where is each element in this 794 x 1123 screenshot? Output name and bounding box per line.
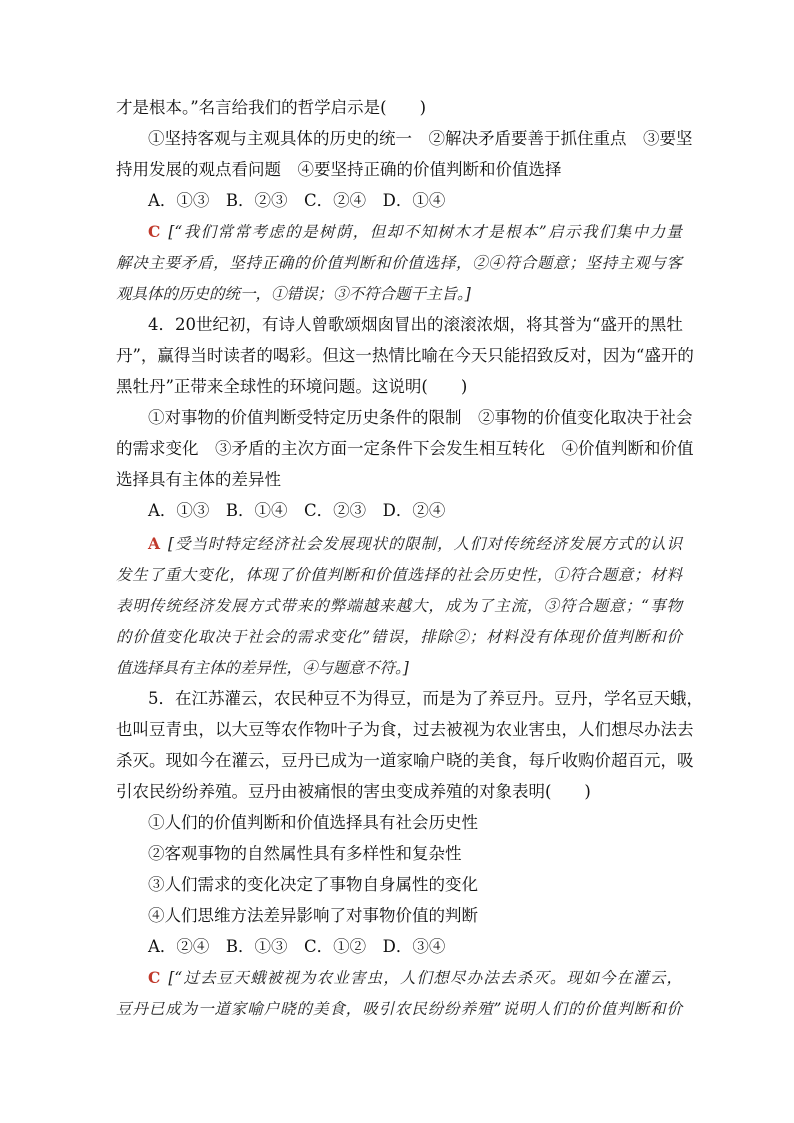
answer-letter: C	[148, 222, 161, 241]
question-5-option-4: ④人们思维方法差异影响了对事物价值的判断	[148, 906, 478, 925]
question-4-explanation-line-4: 的价值变化取决于社会的需求变化”错误，排除②；材料没有体现价值判断和价	[116, 628, 682, 646]
question-3-explanation-line-2: 解决主要矛盾，坚持正确的价值判断和价值选择，②④符合题意；坚持主观与客	[116, 254, 682, 272]
question-3-stem-end: 才是根本。”名言给我们的哲学启示是( )	[116, 98, 427, 117]
question-5-stem-line-4: 引农民纷纷养殖。豆丹由被痛恨的害虫变成养殖的对象表明( )	[116, 782, 591, 801]
question-5-option-3: ③人们需求的变化决定了事物自身属性的变化	[148, 875, 478, 894]
question-4-options-line-2: 的需求变化 ③矛盾的主次方面一定条件下会发生相互转化 ④价值判断和价值	[116, 439, 694, 458]
answer-text: [“我们常常考虑的是树荫，但却不知树木才是根本”启示我们集中力量	[168, 223, 682, 241]
question-5-stem-line-1: 5．在江苏灌云，农民种豆不为得豆，而是为了养豆丹。豆丹，学名豆天蛾，	[148, 689, 703, 708]
question-4-explanation-line-2: 发生了重大变化，体现了价值判断和价值选择的社会历史性，①符合题意；材料	[116, 566, 682, 584]
question-4-choices: A．①③ B．①④ C．②③ D．②④	[148, 501, 446, 520]
question-4-stem-line-3: 黑牡丹”正带来全球性的环境问题。这说明( )	[116, 377, 468, 396]
question-4-options-line-1: ①对事物的价值判断受特定历史条件的限制 ②事物的价值变化取决于社会	[148, 408, 693, 427]
answer-text: [受当时特定经济社会发展现状的限制，人们对传统经济发展方式的认识	[168, 535, 682, 553]
question-4-stem-line-2: 丹”，赢得当时读者的喝彩。但这一热情比喻在今天只能招致反对，因为“盛开的	[116, 346, 694, 365]
question-5-answer	[148, 966, 682, 990]
question-4-explanation-line-3: 表明传统经济发展方式带来的弊端越来越大，成为了主流，③符合题意；“事物	[116, 597, 682, 615]
question-5-option-1: ①人们的价值判断和价值选择具有社会历史性	[148, 813, 478, 832]
question-5-choices: A．②④ B．①③ C．①② D．③④	[148, 937, 446, 956]
question-3-answer	[148, 220, 682, 244]
question-4-options-line-3: 选择具有主体的差异性	[116, 470, 281, 489]
question-3-options-line-1: ①坚持客观与主观具体的历史的统一 ②解决矛盾要善于抓住重点 ③要坚	[148, 129, 693, 148]
answer-letter: A	[148, 534, 161, 553]
question-3-options-line-2: 持用发展的观点看问题 ④要坚持正确的价值判断和价值选择	[116, 160, 562, 179]
question-5-explanation-line-2: 豆丹已成为一道家喻户晓的美食，吸引农民纷纷养殖”说明人们的价值判断和价	[116, 1000, 682, 1018]
question-5-stem-line-2: 也叫豆青虫，以大豆等农作物叶子为食，过去被视为农业害虫，人们想尽办法去	[116, 720, 694, 739]
question-4-answer	[148, 532, 682, 556]
question-3-choices: A．①③ B．②③ C．②④ D．①④	[148, 191, 446, 210]
answer-letter: C	[148, 968, 161, 987]
question-3-explanation-line-3: 观具体的历史的统一，①错误；③不符合题干主旨。]	[116, 285, 471, 303]
question-5-option-2: ②客观事物的自然属性具有多样性和复杂性	[148, 844, 462, 863]
question-4-stem-line-1: 4．20世纪初，有诗人曾歌颂烟囱冒出的滚滚浓烟，将其誉为“盛开的黑牡	[148, 315, 683, 334]
question-5-stem-line-3: 杀灭。现如今在灌云，豆丹已成为一道家喻户晓的美食，每斤收购价超百元，吸	[116, 751, 694, 770]
question-4-explanation-line-5: 值选择具有主体的差异性，④与题意不符。]	[116, 659, 409, 677]
answer-text: [“过去豆天蛾被视为农业害虫，人们想尽办法去杀灭。现如今在灌云，	[168, 969, 682, 987]
